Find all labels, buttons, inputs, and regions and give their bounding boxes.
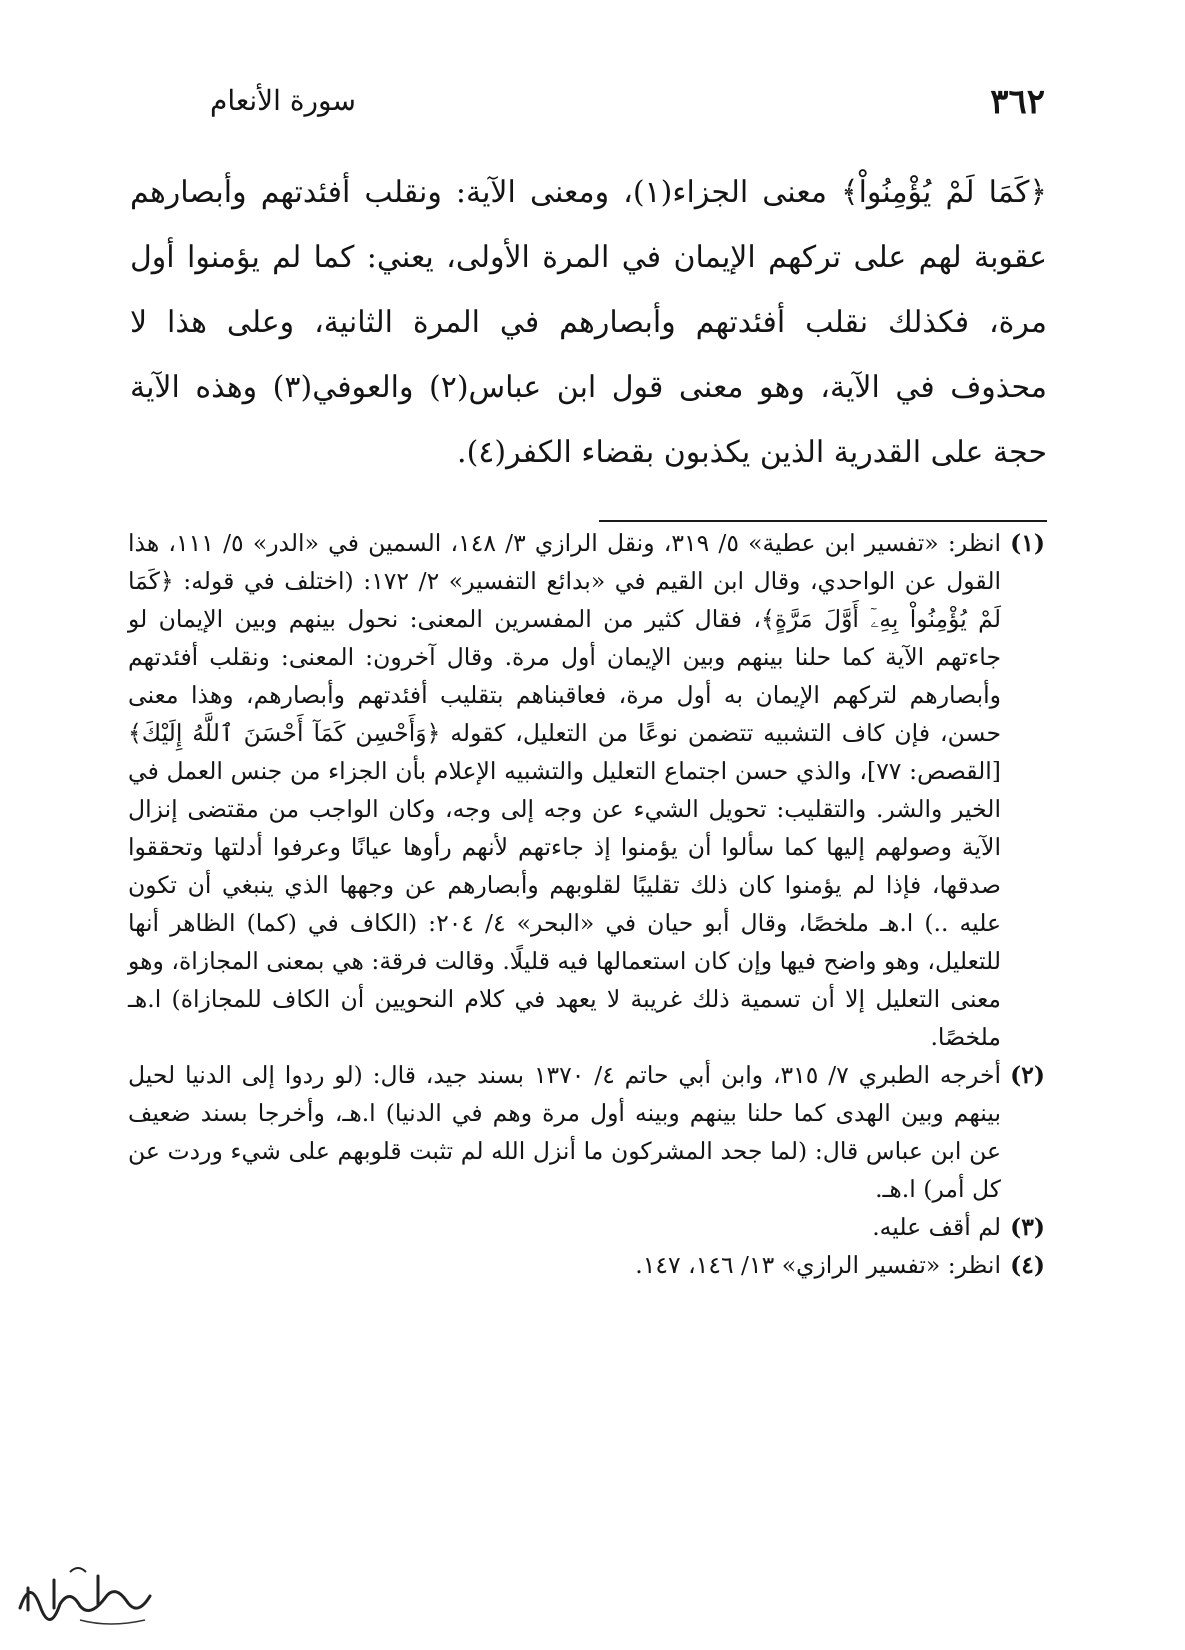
footnote-number: (٤) [1010, 1251, 1045, 1279]
main-text-body [130, 160, 1047, 485]
footnote-number: (١) [1010, 529, 1045, 557]
footnotes-section [128, 524, 1045, 1284]
footnote-text: انظر: «تفسير ابن عطية» ٥/ ٣١٩، ونقل الرازي ٣/ ١٤٨، السمين في «الدر» ٥/ ١١١، هذا القول عن الواحدي، وقال ابن القيم في «بدائع التفسير» ٢/ ١٧٢: (اختلف في قوله: ﴿كَمَا لَمْ يُؤْمِنُواْ بِهِۦٓ أَوَّلَ مَرَّةٍ﴾، فقال كثير من المفسرين المعنى: نحول بينهم وبين الإيمان لو جاءتهم الآية كما حلنا بينهم وبين الإيمان أول مرة. وقال آخرون: المعنى: ونقلب أفئدتهم وأبصارهم لتركهم الإيمان به أول مرة، فعاقبناهم بتقليب أفئدتهم وأبصارهم، وهذا معنى حسن، فإن كاف التشبيه تتضمن نوعًا من التعليل، كقوله ﴿وَأَحْسِن كَمَآ أَحْسَنَ ٱللَّهُ إِلَيْكَ﴾ [القصص: ٧٧]، والذي حسن اجتماع التعليل والتشبيه الإعلام بأن الجزاء من جنس العمل في الخير والشر. والتقليب: تحويل الشيء عن وجه إلى وجه، وكان الواجب من مقتضى إنزال الآية وصولهم إليها كما سألوا أن يؤمنوا إذ جاءتهم لأنهم رأوها عيانًا وعرفوا أدلتها وتحققوا صدقها، فإذا لم يؤمنوا كان ذلك تقليبًا لقلوبهم وأبصارهم عن وجهها الذي ينبغي أن تكون عليه ..) ا.هـ ملخصًا، وقال أبو حيان في «البحر» ٤/ ٢٠٤: (الكاف في (كما) الظاهر أنها للتعليل، وهو واضح فيها وإن كان استعمالها فيه قليلًا. وقالت فرقة: هي بمعنى المجازاة، وهو معنى التعليل إلا أن تسمية ذلك غريبة لا يعهد في كلام النحويين أن الكاف للمجازاة) ا.هـ ملخصًا. [128, 529, 1002, 1051]
footnote-3 [128, 1208, 1045, 1246]
page-number: ٣٦٢ [990, 82, 1045, 122]
main-paragraph: ﴿كَمَا لَمْ يُؤْمِنُواْ﴾ معنى الجزاء(١)، ومعنى الآية: ونقلب أفئدتهم وأبصارهم عقوبة لهم على تركهم الإيمان في المرة الأولى، يعني: كما لم يؤمنوا أول مرة، فكذلك نقلب أفئدتهم وأبصارهم في المرة الثانية، وعلى هذا لا محذوف في الآية، وهو معنى قول ابن عباس(٢) والعوفي(٣) وهذه الآية حجة على القدرية الذين يكذبون بقضاء الكفر(٤). [130, 175, 1048, 470]
footnote-number: (٢) [1010, 1061, 1045, 1089]
footnote-1 [128, 524, 1045, 1056]
footnote-4 [128, 1246, 1045, 1284]
footnote-2 [128, 1056, 1045, 1208]
page-header [210, 82, 1045, 132]
footnote-number: (٣) [1010, 1213, 1045, 1241]
running-title: سورة الأنعام [210, 84, 356, 117]
footnote-text: أخرجه الطبري ٧/ ٣١٥، وابن أبي حاتم ٤/ ١٣٧٠ بسند جيد، قال: (لو ردوا إلى الدنيا لحيل بينهم وبين الهدى كما حلنا بينهم وبينه أول مرة وهم في الدنيا) ا.هـ، وأخرجا بسند ضعيف عن ابن عباس قال: (لما جحد المشركون ما أنزل الله لم تثبت قلوبهم على شيء وردت عن كل أمر) ا.هـ. [128, 1061, 1001, 1203]
footnote-text: لم أقف عليه. [872, 1213, 1001, 1241]
calligraphy-watermark-logo [10, 1558, 160, 1638]
footnote-separator [599, 520, 1047, 522]
watermark-calligraphy-icon [10, 1558, 160, 1638]
footnote-text: انظر: «تفسير الرازي» ١٣/ ١٤٦، ١٤٧. [635, 1251, 1001, 1279]
